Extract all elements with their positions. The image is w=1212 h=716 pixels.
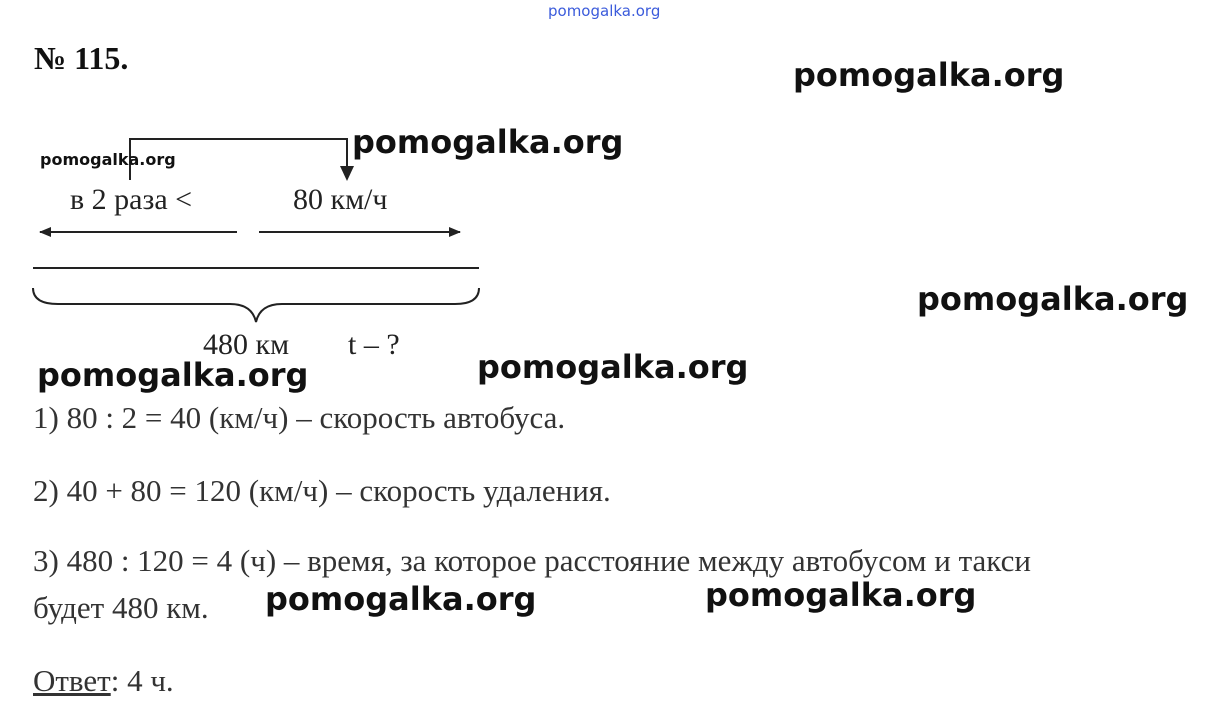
label-distance: 480 км (203, 328, 290, 361)
curly-brace (33, 288, 479, 322)
watermark-small: pomogalka.org (40, 150, 176, 169)
label-times-less: в 2 раза < (70, 183, 193, 216)
problem-number: № 115. (34, 40, 129, 76)
label-time: t – ? (348, 328, 400, 361)
label-speed: 80 км/ч (293, 183, 388, 216)
solution-step-3-line-1: 3) 480 : 120 = 4 (ч) – время, за которое расстояние между автобусом и такси (33, 543, 1031, 578)
watermark-6: pomogalka.org (265, 580, 537, 618)
watermark-5: pomogalka.org (477, 348, 749, 386)
answer-label: Ответ (33, 663, 111, 698)
answer-value: : 4 ч. (110, 663, 174, 698)
watermark-2: pomogalka.org (352, 123, 624, 161)
solution-step-2: 2) 40 + 80 = 120 (км/ч) – скорость удаления. (33, 473, 611, 508)
connector-arrowhead (340, 166, 354, 181)
watermark-1: pomogalka.org (793, 56, 1065, 94)
solution-step-1: 1) 80 : 2 = 40 (км/ч) – скорость автобуса. (33, 400, 566, 435)
watermark-top: pomogalka.org (548, 2, 661, 20)
answer-line (33, 663, 174, 699)
watermark-3: pomogalka.org (917, 280, 1189, 318)
watermark-7: pomogalka.org (705, 576, 977, 614)
solution-step-3-line-2: будет 480 км. (33, 590, 209, 625)
watermark-4: pomogalka.org (37, 356, 309, 394)
